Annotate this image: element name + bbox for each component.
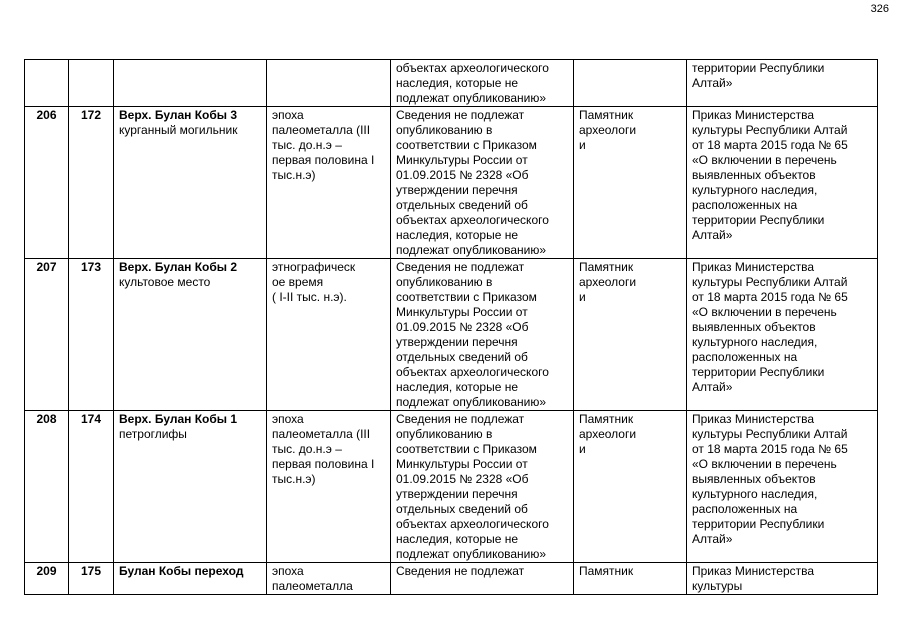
cell-dating: эпоха палеометалла (III тыс. до.н.э – первая половина I тыс.н.э) xyxy=(267,411,391,563)
cell-location: объектах археологического наследия, которые не подлежат опубликованию» xyxy=(391,60,574,107)
cell-category: Памятник археологи и xyxy=(574,411,687,563)
cell-name xyxy=(114,60,267,107)
object-type: петроглифы xyxy=(119,427,187,441)
cell-number: 207 xyxy=(25,259,69,411)
cell-name xyxy=(114,107,267,259)
cell-dating xyxy=(267,60,391,107)
object-type: культовое место xyxy=(119,275,211,289)
cell-name xyxy=(114,411,267,563)
object-name: Верх. Булан Кобы 1 xyxy=(119,412,238,426)
cell-document: Приказ Министерства культуры Республики Алтай от 18 марта 2015 года № 65 «О включении в перечень выявленных объектов культурного наследия, расположенных на территории Республики Алтай» xyxy=(687,259,878,411)
table-row xyxy=(25,411,878,563)
cell-dating: эпоха палеометалла xyxy=(267,563,391,595)
cell-name xyxy=(114,259,267,411)
cell-category xyxy=(574,60,687,107)
cell-reg-number xyxy=(69,60,114,107)
table-row xyxy=(25,107,878,259)
cell-number: 206 xyxy=(25,107,69,259)
cell-reg-number: 175 xyxy=(69,563,114,595)
table-row-continuation xyxy=(25,60,878,107)
cell-dating: эпоха палеометалла (III тыс. до.н.э – первая половина I тыс.н.э) xyxy=(267,107,391,259)
cell-location: Сведения не подлежат xyxy=(391,563,574,595)
object-name: Верх. Булан Кобы 2 xyxy=(119,260,238,274)
cell-location: Сведения не подлежат опубликованию в соответствии с Приказом Минкультуры России от 01.09.2015 № 2328 «Об утверждении перечня отдельных сведений об объектах археологического наследия, которые не подлежат опубликованию» xyxy=(391,411,574,563)
object-name: Верх. Булан Кобы 3 xyxy=(119,108,238,122)
heritage-table xyxy=(24,59,878,595)
cell-category: Памятник xyxy=(574,563,687,595)
cell-category: Памятник археологи и xyxy=(574,259,687,411)
cell-location: Сведения не подлежат опубликованию в соответствии с Приказом Минкультуры России от 01.09.2015 № 2328 «Об утверждении перечня отдельных сведений об объектах археологического наследия, которые не подлежат опубликованию» xyxy=(391,259,574,411)
cell-dating: этнографическ ое время ( I-II тыс. н.э). xyxy=(267,259,391,411)
cell-category: Памятник археологи и xyxy=(574,107,687,259)
cell-document: территории Республики Алтай» xyxy=(687,60,878,107)
table-row xyxy=(25,563,878,595)
object-name: Булан Кобы переход xyxy=(119,564,244,578)
cell-location: Сведения не подлежат опубликованию в соответствии с Приказом Минкультуры России от 01.09.2015 № 2328 «Об утверждении перечня отдельных сведений об объектах археологического наследия, которые не подлежат опубликованию» xyxy=(391,107,574,259)
table-row xyxy=(25,259,878,411)
cell-document: Приказ Министерства культуры xyxy=(687,563,878,595)
cell-reg-number: 174 xyxy=(69,411,114,563)
cell-number xyxy=(25,60,69,107)
cell-reg-number: 173 xyxy=(69,259,114,411)
page-number: 326 xyxy=(870,3,889,15)
cell-document: Приказ Министерства культуры Республики Алтай от 18 марта 2015 года № 65 «О включении в перечень выявленных объектов культурного наследия, расположенных на территории Республики Алтай» xyxy=(687,107,878,259)
cell-reg-number: 172 xyxy=(69,107,114,259)
cell-document: Приказ Министерства культуры Республики Алтай от 18 марта 2015 года № 65 «О включении в перечень выявленных объектов культурного наследия, расположенных на территории Республики Алтай» xyxy=(687,411,878,563)
cell-number: 209 xyxy=(25,563,69,595)
object-type: курганный могильник xyxy=(119,123,238,137)
cell-number: 208 xyxy=(25,411,69,563)
cell-name xyxy=(114,563,267,595)
